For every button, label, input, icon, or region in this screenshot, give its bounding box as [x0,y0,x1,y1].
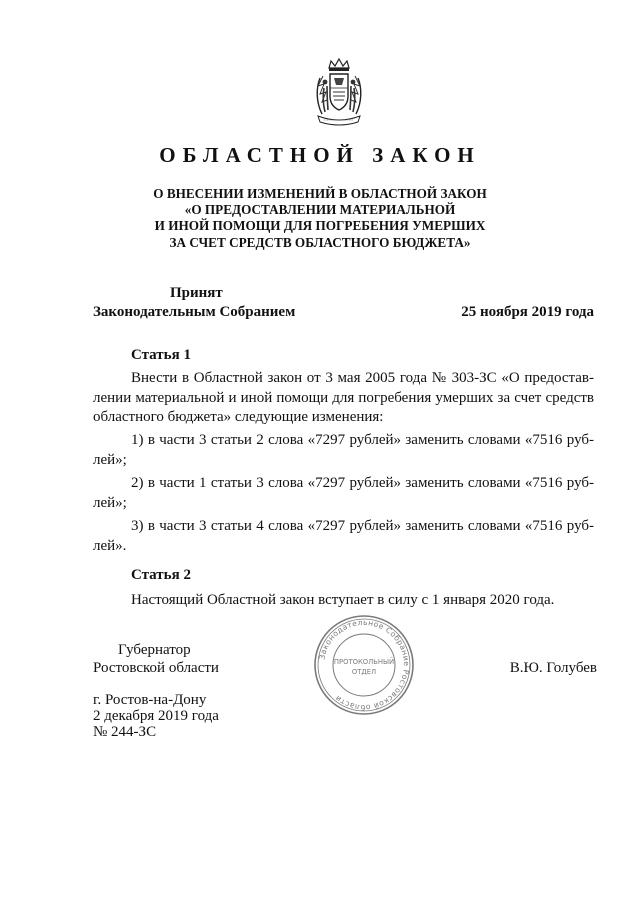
seal-ring-text: Законодательное Собрание Ростовской области [317,617,412,713]
coat-of-arms-icon [312,58,366,130]
adopted-label: Принят [170,285,223,301]
article-2-heading: Статья 2 [131,567,191,583]
adoption-date: 25 ноября 2019 года [461,304,594,320]
footer-city: г. Ростов-на-Дону [93,692,207,708]
footer-number: № 244-ЗС [93,724,157,740]
seal-center-line1: ПРОТОКОЛЬНЫЙ [333,658,395,666]
document-title: ОБЛАСТНОЙ ЗАКОН [159,143,481,167]
subtitle-line: И ИНОЙ ПОМОЩИ ДЛЯ ПОГРЕБЕНИЯ УМЕРШИХ [154,218,486,234]
paragraph-line: 3) в части 3 статьи 4 слова «7297 рублей» заменить словами «7516 руб- [131,518,594,534]
paragraph-line: областного бюджета» следующие изменения: [93,409,384,425]
paragraph-line: лении материальной и иной помощи для погребения умерших за счет средств [93,389,594,406]
paragraph-line: 1) в части 3 статьи 2 слова «7297 рублей» заменить словами «7516 руб- [131,432,594,448]
subtitle-line: О ВНЕСЕНИИ ИЗМЕНЕНИЙ В ОБЛАСТНОЙ ЗАКОН [153,186,487,201]
signer-name: В.Ю. Голубев [509,660,597,676]
official-seal-icon [312,613,416,717]
signer-position-line1: Губернатор [118,642,191,658]
article-1-item [93,517,594,556]
subtitle-line: ЗА СЧЕТ СРЕДСТВ ОБЛАСТНОГО БЮДЖЕТА» [169,234,471,250]
paragraph-line: Настоящий Областной закон вступает в силу с 1 января 2020 года. [131,592,555,608]
subtitle-line: «О ПРЕДОСТАВЛЕНИИ МАТЕРИАЛЬНОЙ [184,202,456,218]
paragraph-line: лей»; [93,451,127,468]
footer-date: 2 декабря 2019 года [93,708,219,724]
signer-position-line2: Ростовской области [93,660,219,676]
adopting-body: Законодательным Собранием [93,304,296,320]
document-subtitle [0,186,640,251]
paragraph-line: лей». [93,537,127,554]
article-1-intro [93,369,594,428]
paragraph-line: 2) в части 1 статьи 3 слова «7297 рублей» заменить словами «7516 руб- [131,475,594,491]
article-2-text [93,591,594,611]
article-1-item [93,431,594,470]
seal-center-line2: ОТДЕЛ [351,668,377,676]
paragraph-line: Внести в Областной закон от 3 мая 2005 года № 303-ЗС «О предостав- [131,370,594,386]
paragraph-line: лей»; [93,494,127,511]
article-1-heading: Статья 1 [131,347,191,363]
article-1-item [93,474,594,513]
